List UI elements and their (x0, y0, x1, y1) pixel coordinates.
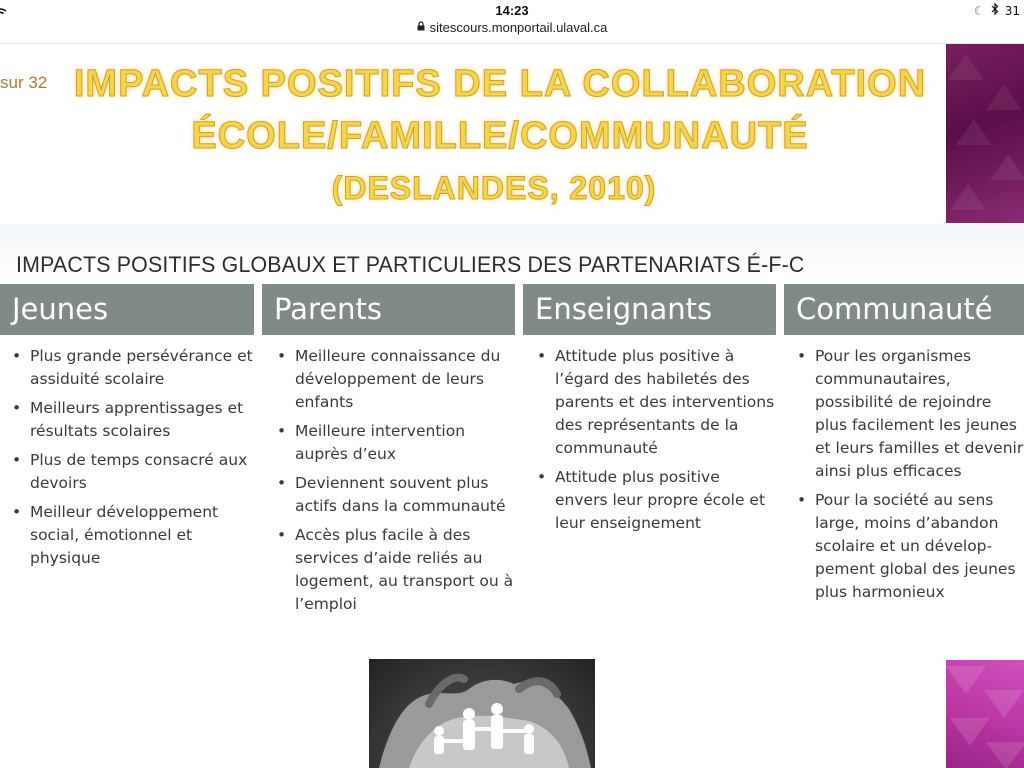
slide-title (60, 58, 940, 214)
url-text: sitescours.monportail.ulaval.ca (429, 20, 608, 35)
column-enseignants (523, 284, 776, 541)
list-item: • Meilleure connaissance du développement de leurs enfants (277, 347, 501, 411)
list-item: • Plus de temps consacré aux devoirs (12, 451, 248, 492)
column-header: Jeunes (0, 284, 254, 335)
content-panel (0, 224, 1024, 636)
column-parents (262, 284, 515, 622)
bluetooth-icon (991, 3, 999, 18)
list-item: • Meilleure intervention auprès d’eux (277, 422, 466, 463)
title-line-2: ÉCOLE/FAMILLE/COMMUNAUTÉ (191, 115, 809, 157)
list-item: • Plus grande persévérance et assiduité scolaire (12, 347, 253, 388)
list-item: • Pour les organismes communautaires, possibilité de rejoindre plus facilement les jeunes et leurs familles et devenir ainsi plus efficaces (797, 347, 1024, 480)
title-line-3: (DESLANDES, 2010) (331, 170, 657, 206)
list-item: • Accès plus facile à des services d’aide reliés au logement, au transport ou à l’emploi (277, 526, 514, 613)
list-item: • Pour la société au sens large, moins d’abandon scolaire et un dévelop-pement global des jeunes plus harmonieux (797, 491, 1016, 601)
battery-percent: 31 (1004, 3, 1020, 18)
decorative-pattern-bottom (946, 660, 1024, 768)
do-not-disturb-icon: ☾ (973, 3, 985, 18)
decorative-pattern-top (946, 44, 1024, 223)
list-item: • Meilleur développement social, émotionnel et physique (12, 503, 219, 567)
title-line-1: IMPACTS POSITIFS DE LA COLLABORATION (73, 63, 927, 105)
column-jeunes (0, 284, 254, 576)
lock-icon (417, 21, 425, 34)
list-item: • Meilleurs apprentissages et résultats scolaires (12, 399, 244, 440)
list-item: • Attitude plus positive envers leur propre école et leur enseignement (537, 468, 766, 532)
hands-family-image (369, 659, 595, 768)
address-bar[interactable] (0, 20, 1024, 42)
column-communaute (784, 284, 1024, 610)
page-indicator: sur 32 (0, 73, 48, 92)
column-header: Enseignants (523, 284, 776, 335)
list-item: • Deviennent souvent plus actifs dans la communauté (277, 474, 506, 515)
section-heading: IMPACTS POSITIFS GLOBAUX ET PARTICULIERS DES PARTENARIATS É-F-C (16, 252, 805, 277)
slide (0, 44, 1024, 768)
column-header: Parents (262, 284, 515, 335)
column-header: Communauté (784, 284, 1024, 335)
status-time: 14:23 (495, 3, 529, 18)
list-item: • Attitude plus positive à l’égard des habiletés des parents et des interventions des représentants de la communauté (537, 347, 775, 457)
status-bar (0, 0, 1024, 22)
